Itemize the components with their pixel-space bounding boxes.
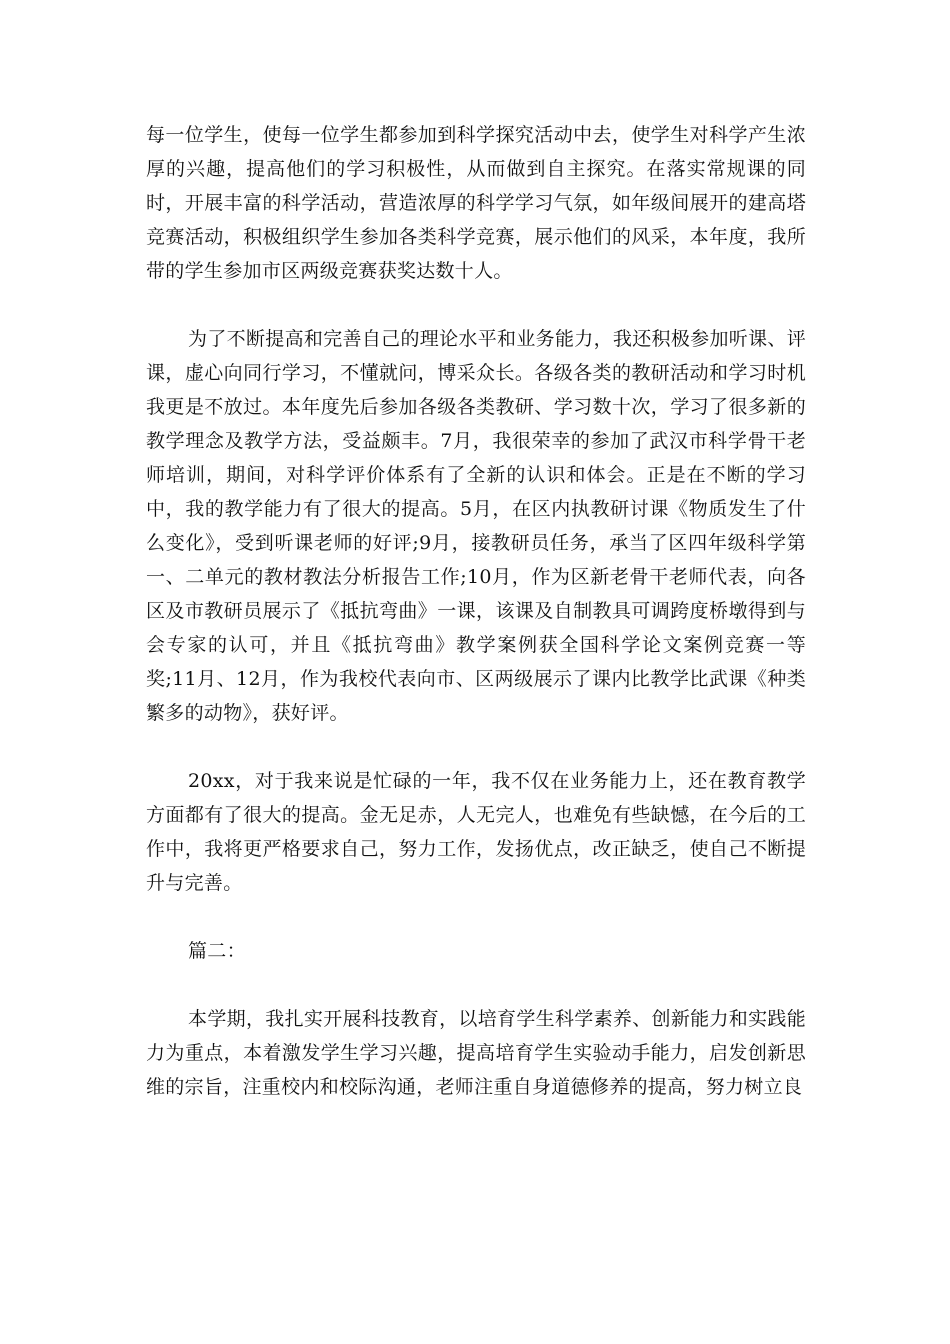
document-body: [146, 118, 806, 1104]
paragraph-spacer: [146, 730, 806, 764]
paragraph-semester-intro: 本学期，我扎实开展科技教育，以培育学生科学素养、创新能力和实践能力为重点，本着激发学生学习兴趣，提高培育学生实验动手能力，启发创新思维的宗旨，注重校内和校际沟通，老师注重自身道德修养的提高，努力树立良: [146, 1008, 806, 1098]
paragraph-spacer: [146, 900, 806, 934]
paragraph-spacer: [146, 968, 806, 1002]
paragraph-spacer: [146, 288, 806, 322]
paragraph-year-summary: 20xx，对于我来说是忙碌的一年，我不仅在业务能力上，还在教育教学方面都有了很大的提高。金无足赤，人无完人，也难免有些缺憾，在今后的工作中，我将更严格要求自己，努力工作，发扬优点，改正缺乏，使自己不断提升与完善。: [146, 770, 806, 894]
section-heading-part-two: 篇二：: [188, 940, 246, 962]
paragraph-continuation: 每一位学生，使每一位学生都参加到科学探究活动中去，使学生对科学产生浓厚的兴趣，提高他们的学习积极性，从而做到自主探究。在落实常规课的同时，开展丰富的科学活动，营造浓厚的科学学习气氛，如年级间展开的建高塔竞赛活动，积极组织学生参加各类科学竞赛，展示他们的风采，本年度，我所带的学生参加市区两级竞赛获奖达数十人。: [146, 124, 806, 282]
paragraph-professional-development: 为了不断提高和完善自己的理论水平和业务能力，我还积极参加听课、评课，虚心向同行学习，不懂就问，博采众长。各级各类的教研活动和学习时机我更是不放过。本年度先后参加各级各类教研、学习数十次，学习了很多新的教学理念及教学方法，受益颇丰。7月，我很荣幸的参加了武汉市科学骨干老师培训，期间，对科学评价体系有了全新的认识和体会。正是在不断的学习中，我的教学能力有了很大的提高。5月，在区内执教研讨课《物质发生了什么变化》，受到听课老师的好评;9月，接教研员任务，承当了区四年级科学第一、二单元的教材教法分析报告工作;10月，作为区新老骨干老师代表，向各区及市教研员展示了《抵抗弯曲》一课，该课及自制教具可调跨度桥墩得到与会专家的认可，并且《抵抗弯曲》教学案例获全国科学论文案例竞赛一等奖;11月、12月，作为我校代表向市、区两级展示了课内比教学比武课《种类繁多的动物》，获好评。: [146, 328, 806, 724]
